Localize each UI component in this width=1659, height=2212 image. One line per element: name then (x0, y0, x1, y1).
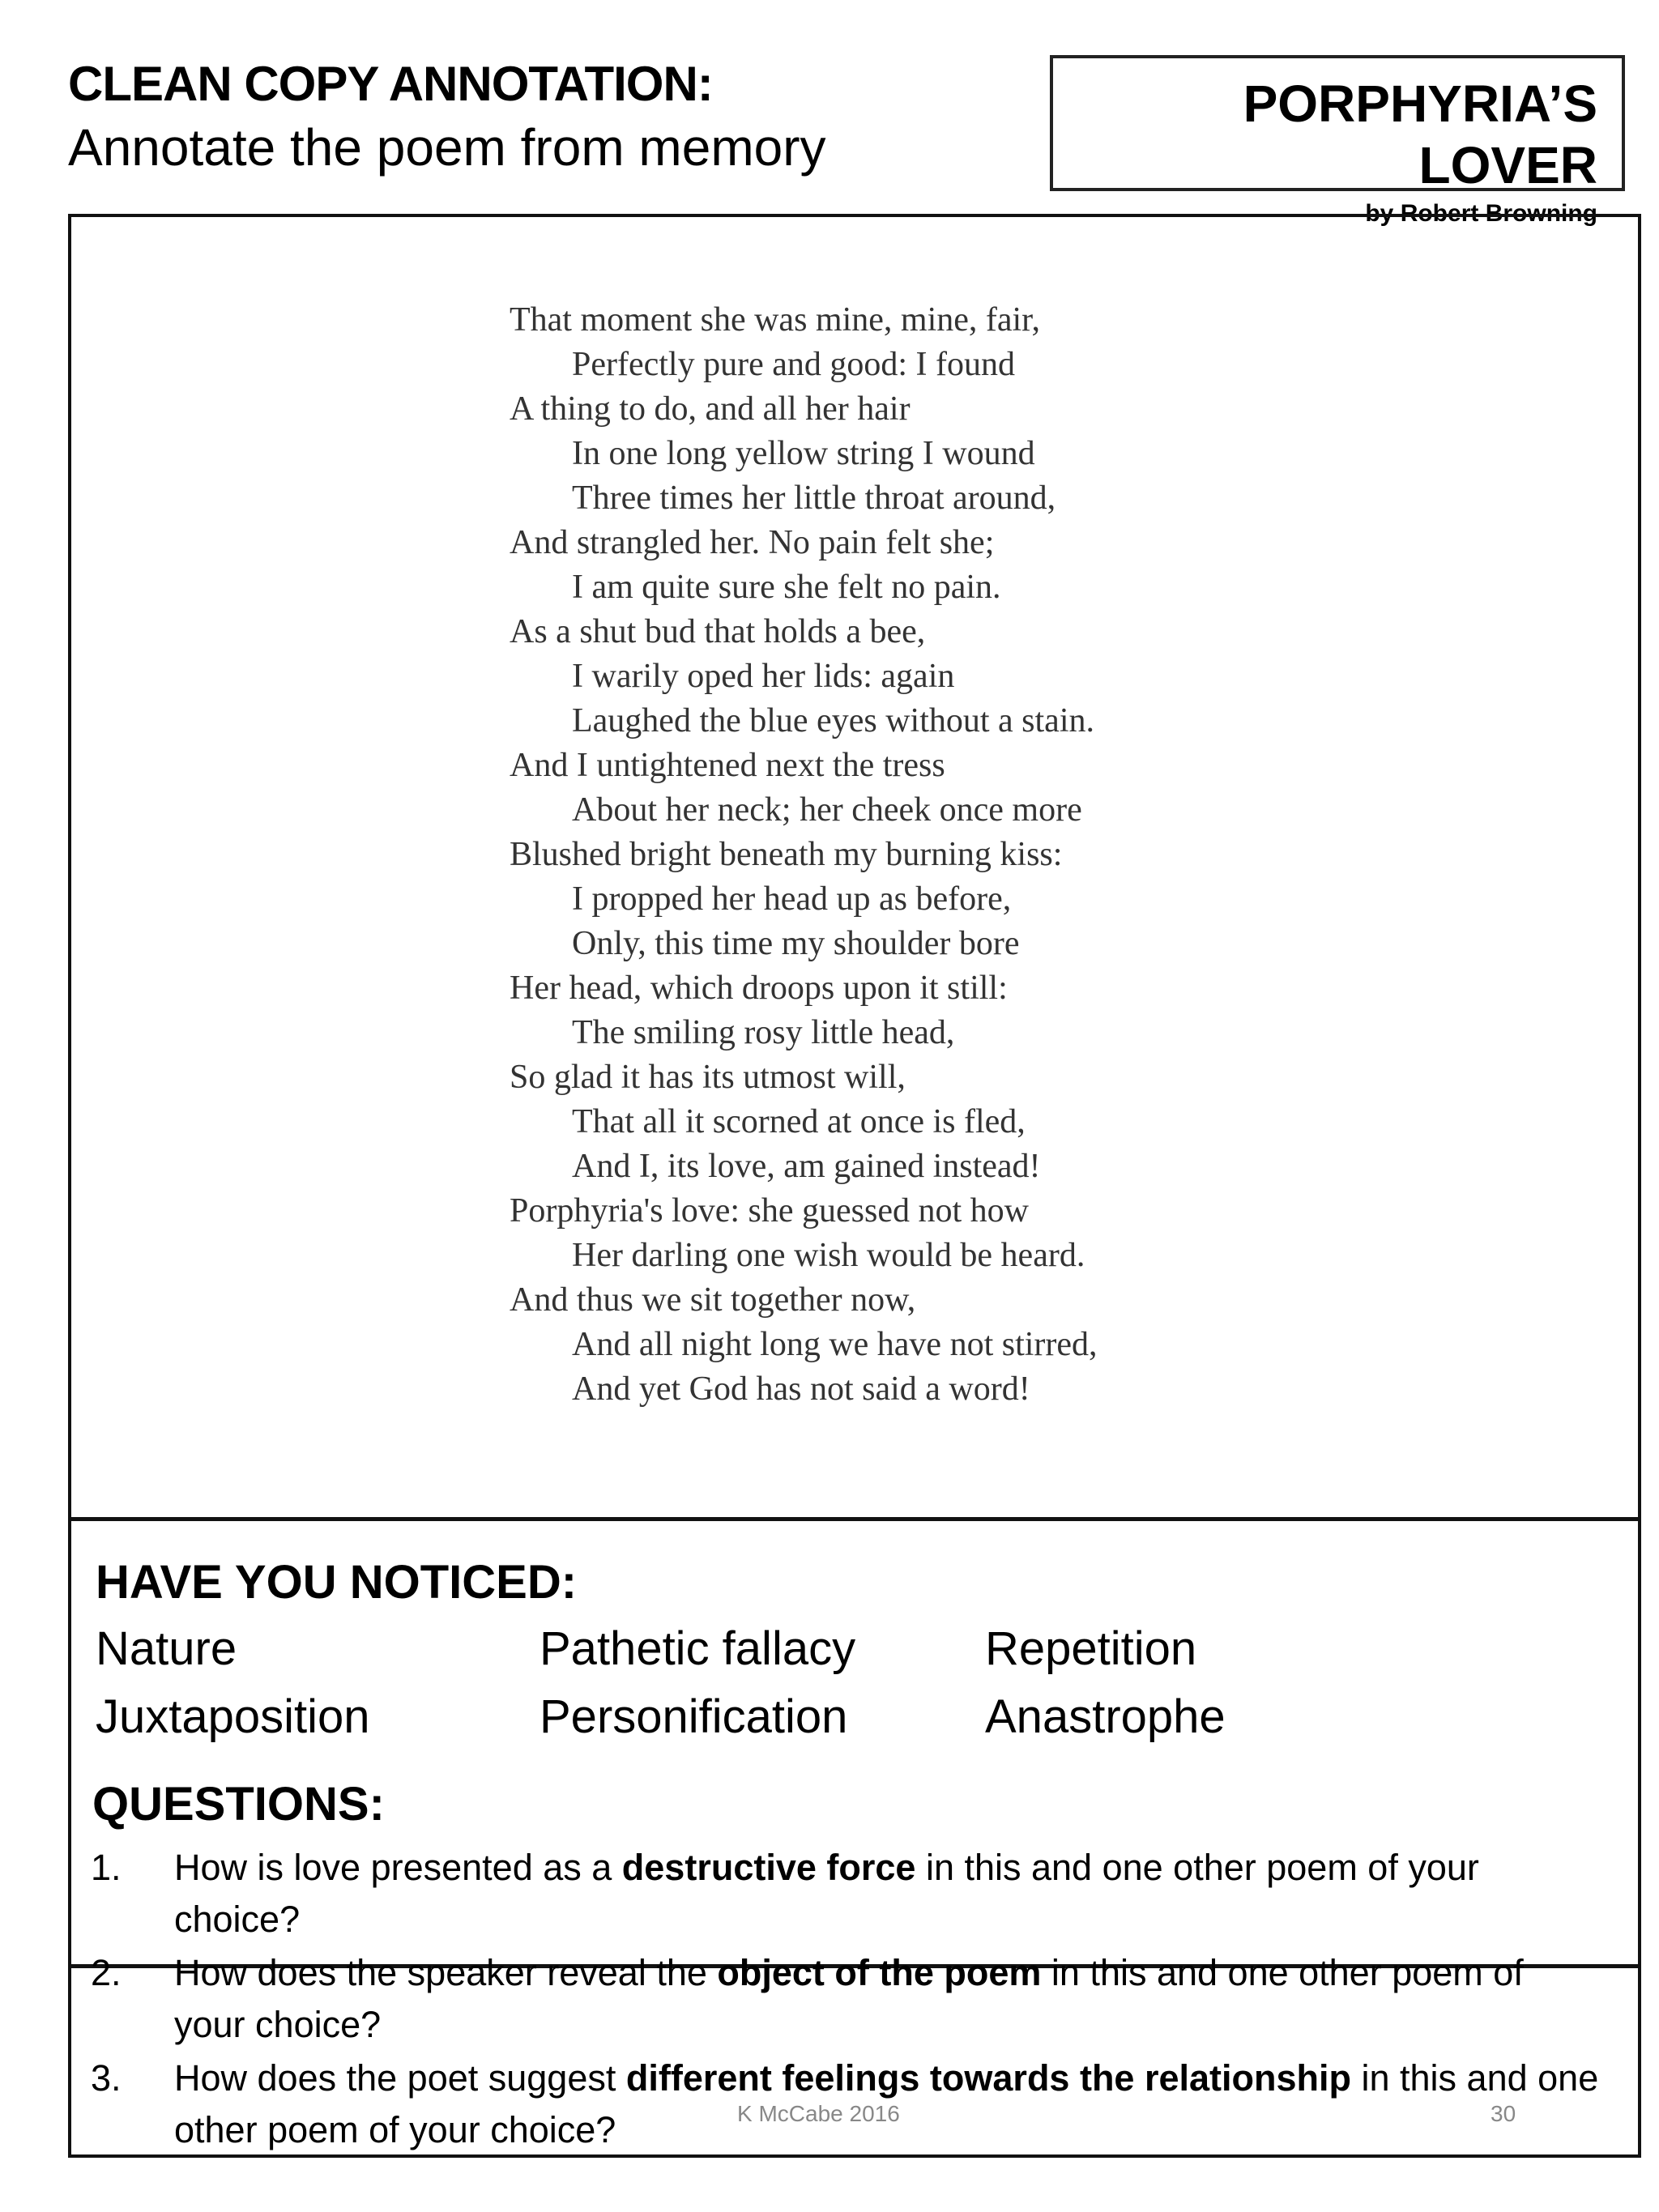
poem-line: Porphyria's love: she guessed not how (510, 1192, 1029, 1230)
poem-line: Perfectly pure and good: I found (572, 346, 1016, 383)
question-text (174, 1947, 1600, 2051)
question-number: 1. (91, 1847, 122, 1888)
header (68, 53, 826, 180)
poem-line: So glad it has its utmost will, (510, 1059, 906, 1096)
poem-line: And thus we sit together now, (510, 1281, 916, 1319)
noticed-term: Personification (539, 1690, 848, 1743)
question-text-part: in this and one other poem of your choice? (174, 2057, 1599, 2150)
poem-line: And yet God has not said a word! (572, 1370, 1030, 1408)
page-title: CLEAN COPY ANNOTATION: (68, 57, 713, 111)
question-text-part: How is love presented as a (174, 1847, 622, 1888)
poem-author: by Robert Browning (1365, 200, 1597, 227)
poem-line: I am quite sure she felt no pain. (572, 569, 1001, 606)
poem-line: A thing to do, and all her hair (510, 390, 911, 428)
poem-title: PORPHYRIA’S LOVER (1243, 75, 1597, 194)
noticed-term: Anastrophe (985, 1690, 1226, 1743)
poem-title-box (1050, 55, 1625, 227)
question-number: 2. (91, 1952, 122, 1993)
poem-line: That moment she was mine, mine, fair, (510, 301, 1040, 339)
questions-heading: QUESTIONS: (92, 1778, 385, 1831)
noticed-term: Repetition (985, 1622, 1197, 1675)
question-keyword: different feelings towards the relationship (625, 2057, 1351, 2099)
poem-line: And I, its love, am gained instead! (572, 1148, 1041, 1185)
poem-line: The smiling rosy little head, (572, 1014, 955, 1051)
poem-line: Blushed bright beneath my burning kiss: (510, 836, 1063, 873)
poem-line: And I untightened next the tress (510, 747, 945, 784)
poem-line: That all it scorned at once is fled, (572, 1103, 1026, 1140)
poem-line: And strangled her. No pain felt she; (510, 524, 995, 561)
poem-line: In one long yellow string I wound (572, 435, 1035, 472)
poem-line: Her head, which droops upon it still: (510, 970, 1008, 1007)
poem-line: Laughed the blue eyes without a stain. (572, 702, 1094, 739)
page-subtitle: Annotate the poem from memory (68, 118, 826, 177)
question-keyword: destructive force (621, 1847, 916, 1888)
question-text (174, 1842, 1600, 1946)
question-text-part: in this and one other poem of your choice? (174, 1952, 1524, 2045)
poem-line: And all night long we have not stirred, (572, 1326, 1098, 1363)
noticed-heading: HAVE YOU NOTICED: (96, 1556, 578, 1609)
question-number: 3. (91, 2057, 122, 2099)
question-keyword: object of the poem (717, 1952, 1042, 1993)
poem-text (510, 298, 1098, 1412)
poem-line: Only, this time my shoulder bore (572, 925, 1020, 962)
noticed-term: Nature (96, 1622, 237, 1675)
poem-line: Three times her little throat around, (572, 479, 1056, 517)
poem-line: Her darling one wish would be heard. (572, 1237, 1085, 1274)
footer-author: K McCabe 2016 (737, 2101, 900, 2126)
page-number: 30 (1491, 2101, 1516, 2126)
question-text-part: How does the poet suggest (174, 2057, 626, 2099)
poem-line: About her neck; her cheek once more (572, 791, 1082, 829)
question-text-part: in this and one other poem of your choice? (174, 1847, 1479, 1940)
poem-line: I propped her head up as before, (572, 880, 1012, 918)
poem-line: As a shut bud that holds a bee, (510, 613, 926, 650)
poem-section (71, 217, 1638, 1521)
noticed-term: Juxtaposition (96, 1690, 370, 1743)
poem-line: I warily oped her lids: again (572, 658, 955, 695)
noticed-term: Pathetic fallacy (539, 1622, 856, 1675)
question-text-part: How does the speaker reveal the (174, 1952, 718, 1993)
